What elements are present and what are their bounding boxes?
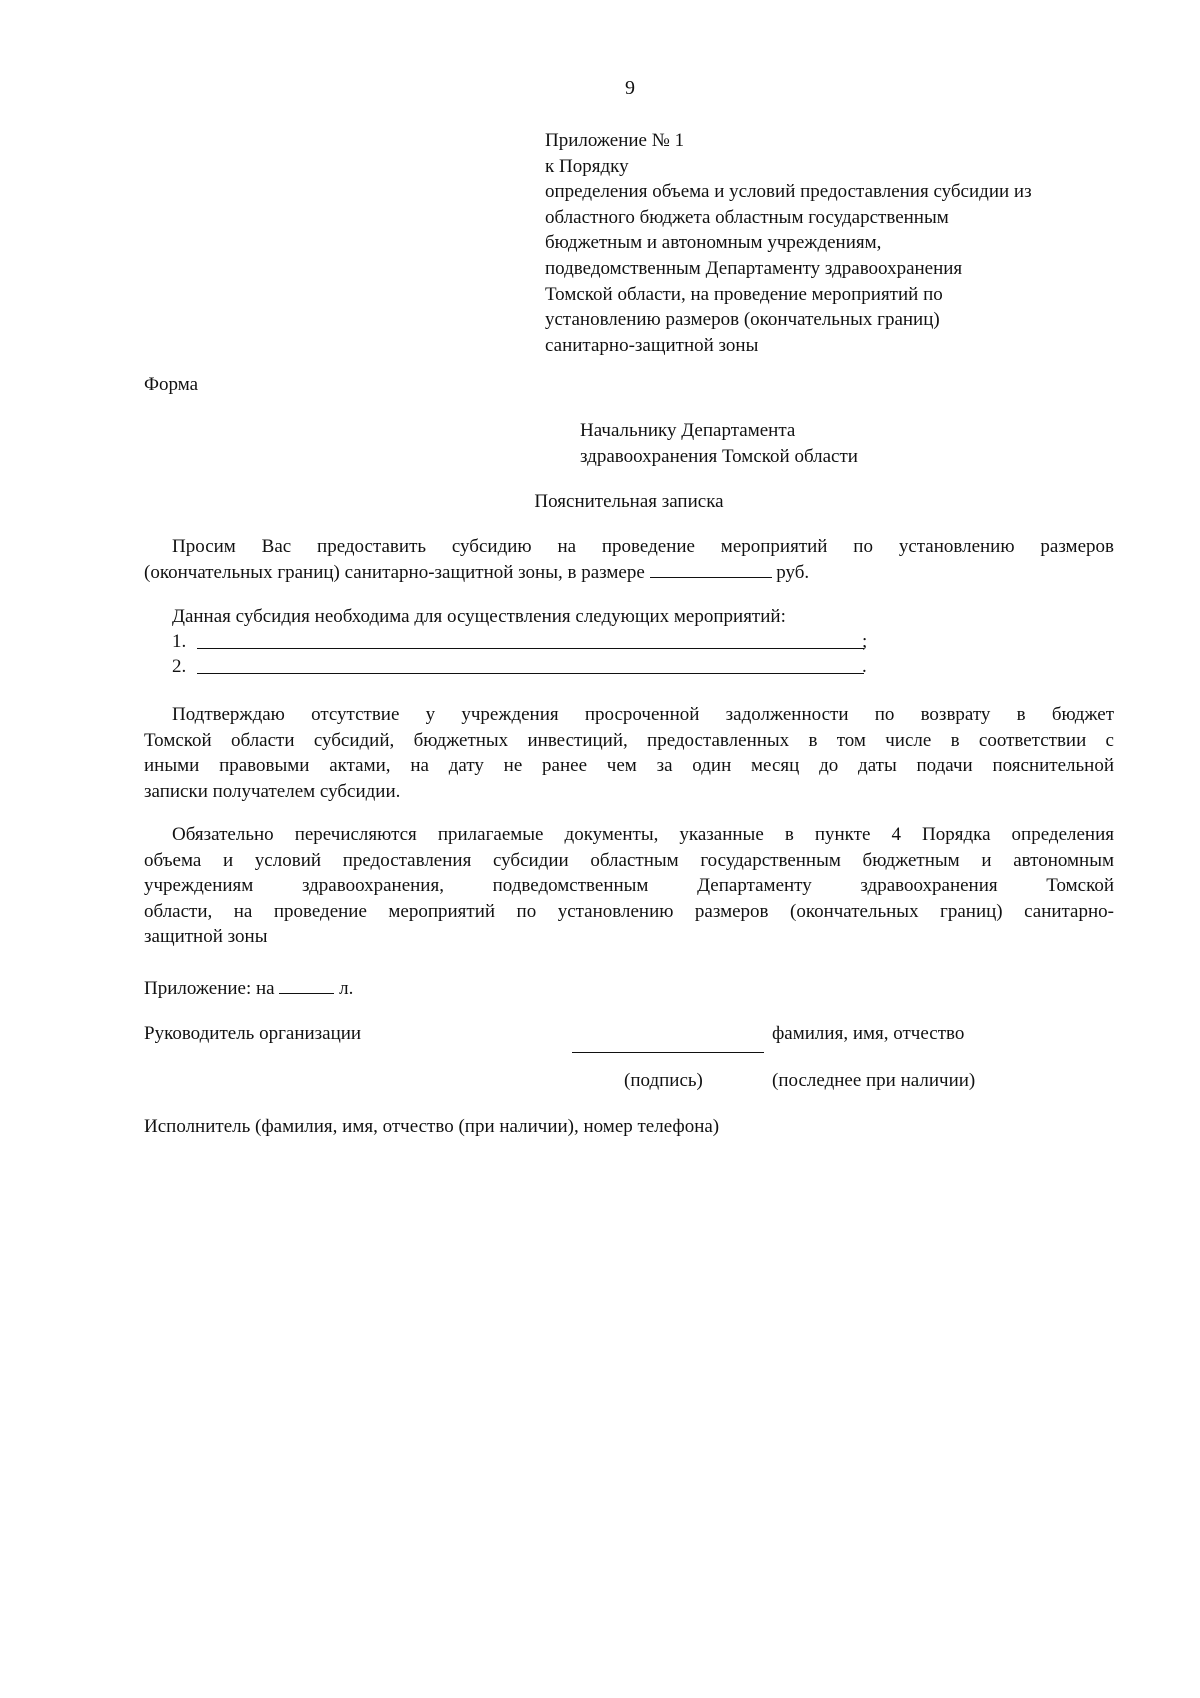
page-number: 9	[625, 77, 635, 99]
appendix-line: санитарно-защитной зоны	[545, 334, 759, 356]
name-caption: (последнее при наличии)	[772, 1070, 976, 1091]
attachment-line	[144, 976, 353, 1001]
measure-item-punct: ;	[862, 631, 868, 652]
appendix-line: Приложение № 1	[545, 130, 685, 151]
executor-line: Исполнитель (фамилия, имя, отчество (при наличии), номер телефона)	[144, 1116, 720, 1137]
measure-item-punct: .	[862, 656, 867, 677]
confirmation-line: иными правовыми актами, на дату не ранее чем за один месяц до даты подачи пояснительной	[144, 755, 1114, 777]
amount-blank[interactable]	[650, 561, 772, 578]
signature-caption: (подпись)	[624, 1070, 703, 1091]
appendix-header	[545, 128, 1165, 358]
sheets-count-blank[interactable]	[279, 977, 334, 994]
addressee	[580, 418, 858, 469]
appendix-line: установлению размеров (окончательных границ)	[545, 309, 940, 331]
appendix-line: областного бюджета областным государственным	[545, 206, 949, 228]
document-title: Пояснительная записка	[534, 491, 724, 512]
addressee-line: Начальнику Департамента	[580, 420, 796, 441]
request-line-1: Просим Вас предоставить субсидию на проведение мероприятий по установлению размеров	[172, 536, 1114, 557]
appendix-line: определения объема и условий предоставления субсидии из	[545, 181, 1032, 203]
request-paragraph	[144, 534, 1114, 585]
measure-item-blank[interactable]	[197, 648, 864, 649]
attachment-prefix: Приложение: на	[144, 978, 275, 999]
attachment-suffix: л.	[339, 978, 354, 999]
documents-line: области, на проведение мероприятий по установлению размеров (окончательных границ) санитарно-	[144, 900, 1114, 922]
documents-line: защитной зоны	[144, 926, 268, 948]
documents-line: учреждениям здравоохранения, подведомственным Департаменту здравоохранения Томской	[144, 875, 1114, 897]
measure-item-number: 2.	[172, 656, 187, 677]
request-line-2-text: (окончательных границ) санитарно-защитной зоны, в размере	[144, 561, 645, 583]
appendix-line: к Порядку	[545, 155, 629, 177]
currency-label: руб.	[776, 561, 810, 583]
confirmation-paragraph	[144, 702, 1114, 804]
appendix-line: Томской области, на проведение мероприятий по	[545, 283, 943, 305]
measure-item	[172, 654, 872, 679]
confirmation-line: Подтверждаю отсутствие у учреждения просроченной задолженности по возврату в бюджет	[172, 704, 1114, 725]
confirmation-line: Томской области субсидий, бюджетных инвестиций, предоставленных в том числе в соответствии с	[144, 729, 1114, 751]
measure-item-blank[interactable]	[197, 673, 864, 674]
signature-line[interactable]	[572, 1052, 764, 1053]
form-label: Форма	[144, 374, 199, 395]
measure-item-number: 1.	[172, 631, 187, 652]
head-label: Руководитель организации	[144, 1023, 362, 1044]
measure-item	[172, 629, 872, 654]
appendix-line: бюджетным и автономным учреждениям,	[545, 232, 882, 254]
appendix-line: подведомственным Департаменту здравоохранения	[545, 257, 963, 279]
documents-line: объема и условий предоставления субсидии областным государственным бюджетным и автономным	[144, 849, 1114, 871]
request-line-2	[144, 560, 1114, 586]
addressee-line: здравоохранения Томской области	[580, 445, 858, 467]
confirmation-line: записки получателем субсидии.	[144, 780, 401, 802]
documents-paragraph	[144, 822, 1114, 950]
documents-line: Обязательно перечисляются прилагаемые документы, указанные в пункте 4 Порядка определения	[172, 824, 1114, 845]
measures-intro: Данная субсидия необходима для осуществления следующих мероприятий:	[172, 606, 786, 627]
name-label: фамилия, имя, отчество	[772, 1023, 965, 1044]
